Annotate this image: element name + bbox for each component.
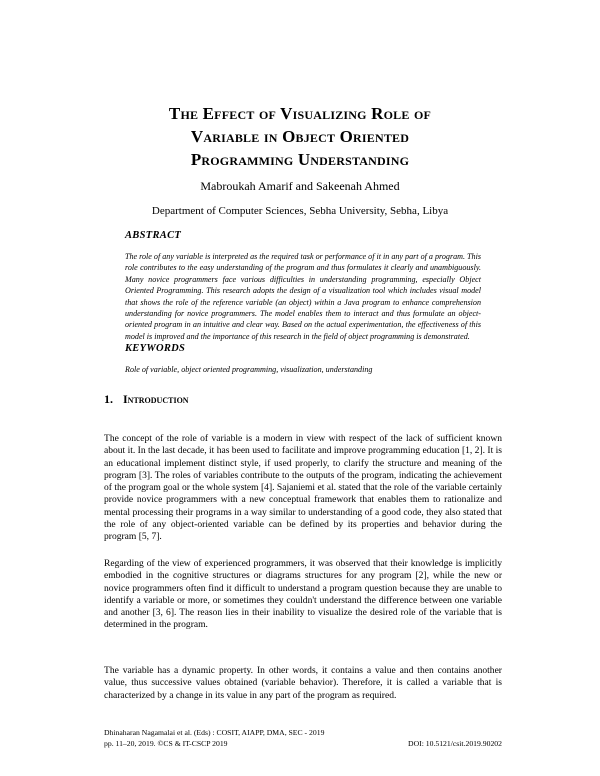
paragraph: Regarding of the view of experienced programmers, it was observed that their knowledge is implicitly embodied in the cognitive structures or diagrams structures for any program [2], while the new or novice programmers often find it difficult to understand a program question because they are unable to identify a variable or more, or sometimes they couldn't understand the difference between one variable and another [3, 6]. The reason lies in their inability to visualize the desired role of the variable that is determined in the program. xyxy=(104,558,502,631)
footer-pages-doi xyxy=(104,739,502,749)
footer-doi: DOI: 10.5121/csit.2019.90202 xyxy=(408,739,502,748)
footer-editors: Dhinaharan Nagamalai et al. (Eds) : COSIT, AIAPP, DMA, SEC - 2019 xyxy=(104,728,325,737)
paper-title-line-2 xyxy=(0,127,600,147)
introduction-heading xyxy=(104,392,189,407)
footer-pages: pp. 11–20, 2019. ©CS & IT-CSCP 2019 xyxy=(104,739,228,748)
abstract-heading: ABSTRACT xyxy=(125,230,182,241)
affiliation: Department of Computer Sciences, Sebha University, Sebha, Libya xyxy=(151,205,449,217)
abstract-text: The role of any variable is interpreted as the required task or performance of it in any part of a program. This role contributes to the easy understanding of the program and thus formulates it clearly and unambiguously. Many novice programmers face various difficulties in understanding programming, especially Object Oriented Programming. This research adopts the design of a visualization tool which includes visual model that shows the role of the reference variable (an object) within a Java program to enhance comprehension understanding for novice programmers. The model enables them to interact and thus formulate an object-oriented program in an intuitive and clear way. Based on the actual experimentation, the effectiveness of this model is improved and the importance of this research in the field of object programming is demonstrated. xyxy=(125,252,481,341)
paper-title-line-3 xyxy=(0,150,600,170)
paper-title-text: Variable in Object Oriented xyxy=(190,127,410,146)
paragraph: The variable has a dynamic property. In other words, it contains a value and then contains another value, thus successive values obtained (variable behavior). Therefore, it is called a variable that is characterized by a change in its value in any part of the program as required. xyxy=(104,665,502,701)
keywords-text: Role of variable, object oriented programming, visualization, understanding xyxy=(125,365,373,374)
paper-title-text: Programming Understanding xyxy=(190,150,410,169)
paragraph: The concept of the role of variable is a modern in view with respect of the lack of sufficient known about it. In the last decade, it has been used to facilitate and improve programming education [1, 2]. It is an educational implement distinct style, if used properly, to clarify the structure and meaning of the program [3]. The roles of variables contribute to the outputs of the program, indicating the achievement of the program goal or the whole system [4]. Sajaniemi et al. stated that the role of the variable certainly provide novice programmers with a new conceptual framework that enables them to rationalize and mental processing their programs in a way similar to understanding of a good code, they also stated that the role of any object-oriented variable can be defined by its properties and behavior during the program [5, 7]. xyxy=(104,433,502,543)
section-number: 1. xyxy=(104,392,113,406)
paper-title-line-1 xyxy=(0,104,600,124)
authors: Mabroukah Amarif and Sakeenah Ahmed xyxy=(200,179,400,193)
paper-title-text: The Effect of Visualizing Role of xyxy=(168,104,432,123)
keywords-heading: KEYWORDS xyxy=(125,343,186,354)
section-title: Introduction xyxy=(123,392,189,406)
